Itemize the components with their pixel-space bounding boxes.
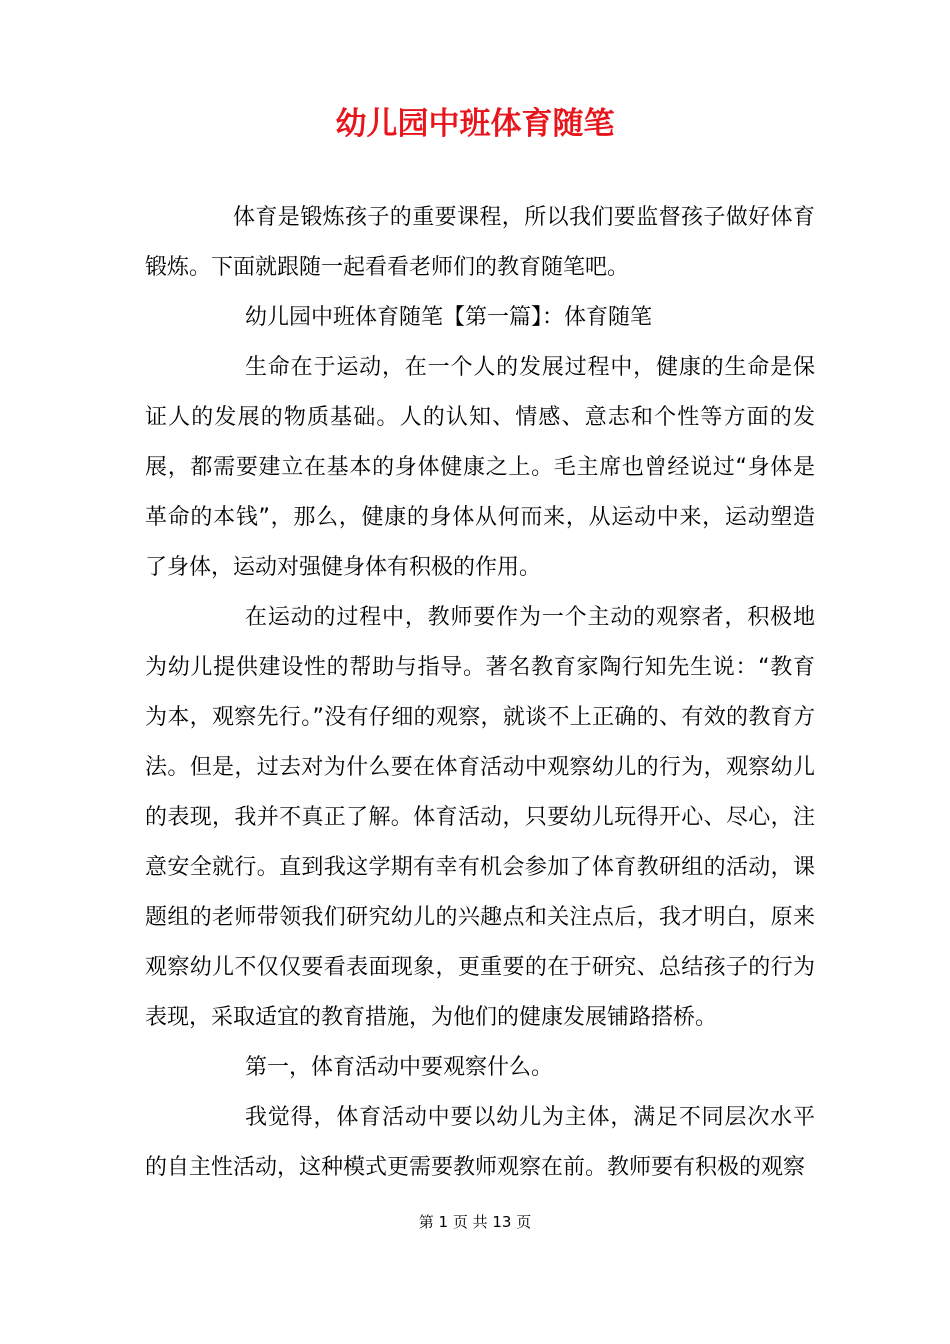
- document-body: [145, 193, 815, 1193]
- document-title: 幼儿园中班体育随笔: [335, 106, 615, 142]
- paragraph-opinion: 我觉得，体育活动中要以幼儿为主体，满足不同层次水平的自主性活动，这种模式更需要教师观察在前。教师要有积极的观察: [145, 1105, 815, 1180]
- section-heading: 幼儿园中班体育随笔【第一篇】：体育随笔: [245, 305, 653, 330]
- paragraph-observation: 在运动的过程中，教师要作为一个主动的观察者，积极地为幼儿提供建设性的帮助与指导。著名教育家陶行知先生说：“教育为本，观察先行。”没有仔细的观察，就谈不上正确的、有效的教育方法。但是，过去对为什么要在体育活动中观察幼儿的行为，观察幼儿的表现，我并不真正了解。体育活动，只要幼儿玩得开心、尽心，注意安全就行。直到我这学期有幸有机会参加了体育教研组的活动，课题组的老师带领我们研究幼儿的兴趣点和关注点后，我才明白，原来观察幼儿不仅仅要看表面现象，更重要的在于研究、总结孩子的行为表现，采取适宜的教育措施，为他们的健康发展铺路搭桥。: [145, 605, 815, 1030]
- paragraph-intro: 体育是锻炼孩子的重要课程，所以我们要监督孩子做好体育锻炼。下面就跟随一起看看老师们的教育随笔吧。: [145, 205, 815, 280]
- paragraph-life: 生命在于运动，在一个人的发展过程中，健康的生命是保证人的发展的物质基础。人的认知、情感、意志和个性等方面的发展，都需要建立在基本的身体健康之上。毛主席也曾经说过“身体是革命的本钱”，那么，健康的身体从何而来，从运动中来，运动塑造了身体，运动对强健身体有积极的作用。: [145, 355, 815, 580]
- paragraph-first-point: 第一，体育活动中要观察什么。: [245, 1055, 554, 1080]
- page-footer: 第 1 页 共 13 页: [418, 1213, 532, 1231]
